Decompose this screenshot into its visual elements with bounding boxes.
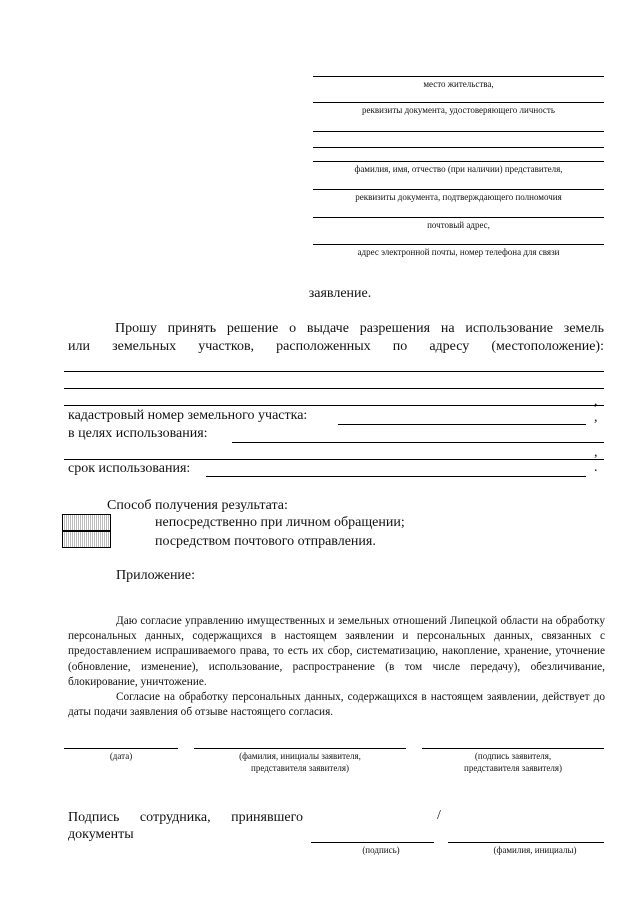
purpose-field[interactable] — [232, 442, 604, 443]
employee-signature-label: Подпись сотрудника, принявшего — [68, 810, 303, 825]
period-mark: . — [594, 460, 598, 475]
comma-mark: , — [594, 394, 598, 409]
address-line[interactable] — [64, 388, 604, 389]
comma-mark: , — [594, 410, 598, 425]
consent-validity-paragraph: Согласие на обработку персональных данных, содержащихся в настоящем заявлении, действует до даты подачи заявления об отзыве настоящего согласия. — [68, 691, 605, 719]
field-line[interactable] — [313, 244, 604, 245]
residence-caption: место жительства, — [423, 79, 494, 89]
postal-delivery-checkbox[interactable] — [62, 531, 111, 548]
field-line[interactable] — [313, 217, 604, 218]
employee-signature-label-2: документы — [68, 827, 134, 842]
personal-pickup-checkbox[interactable] — [62, 514, 111, 531]
applicant-name-field[interactable] — [194, 748, 406, 749]
attachment-label: Приложение: — [116, 568, 196, 583]
field-line[interactable] — [313, 161, 604, 162]
applicant-signature-caption-2: представителя заявителя) — [464, 763, 562, 773]
applicant-name-caption-2: представителя заявителя) — [251, 763, 349, 773]
address-line[interactable] — [64, 405, 604, 406]
applicant-signature-field[interactable] — [422, 748, 604, 749]
purpose-field[interactable] — [64, 459, 604, 460]
date-field[interactable] — [64, 748, 178, 749]
slash-separator: / — [437, 808, 441, 823]
authority-document-caption: реквизиты документа, подтверждающего полномочия — [355, 192, 562, 202]
employee-signature-field[interactable] — [311, 842, 434, 843]
applicant-signature-caption-1: (подпись заявителя, — [474, 751, 552, 761]
term-label: срок использования: — [68, 461, 191, 476]
employee-name-field[interactable] — [448, 842, 604, 843]
employee-signature-caption: (подпись) — [362, 845, 400, 855]
request-line-1: Прошу принять решение о выдаче разрешения на использование земель — [115, 321, 604, 336]
field-line[interactable] — [313, 102, 604, 103]
applicant-name-caption-1: (фамилия, инициалы заявителя, — [239, 751, 361, 761]
document-title: заявление. — [308, 286, 372, 301]
address-line[interactable] — [64, 371, 604, 372]
result-method-heading: Способ получения результата: — [107, 498, 288, 513]
field-line[interactable] — [313, 147, 604, 148]
field-line[interactable] — [313, 189, 604, 190]
cadastral-field[interactable] — [338, 424, 586, 425]
date-caption: (дата) — [109, 751, 133, 761]
employee-name-caption: (фамилия, инициалы) — [493, 845, 577, 855]
id-document-caption: реквизиты документа, удостоверяющего личность — [362, 105, 555, 115]
cadastral-label: кадастровый номер земельного участка: — [68, 408, 308, 423]
postal-delivery-option: посредством почтового отправления. — [155, 534, 376, 549]
contacts-caption: адрес электронной почты, номер телефона для связи — [357, 247, 560, 257]
field-line[interactable] — [313, 76, 604, 77]
purpose-label: в целях использования: — [68, 426, 208, 441]
personal-pickup-option: непосредственно при личном обращении; — [155, 515, 405, 530]
term-field[interactable] — [206, 476, 586, 477]
consent-paragraph: Даю согласие управлению имущественных и земельных отношений Липецкой области на обработку персональных данных, содержащихся в настоящем заявлении и персональных данных, связанных с предоставлением испрашиваемого права, то есть их сбор, систематизацию, накопление, хранение, уточнение (обновление, изменение), использование, распространение (в том числе передачу), обезличивание, блокирование, уничтожение. — [68, 615, 605, 688]
request-line-2: или земельных участков, расположенных по адресу (местоположение): — [68, 339, 604, 354]
comma-mark: , — [594, 445, 598, 460]
field-line[interactable] — [313, 131, 604, 132]
representative-name-caption: фамилия, имя, отчество (при наличии) представителя, — [354, 164, 563, 174]
postal-address-caption: почтовый адрес, — [427, 220, 490, 230]
